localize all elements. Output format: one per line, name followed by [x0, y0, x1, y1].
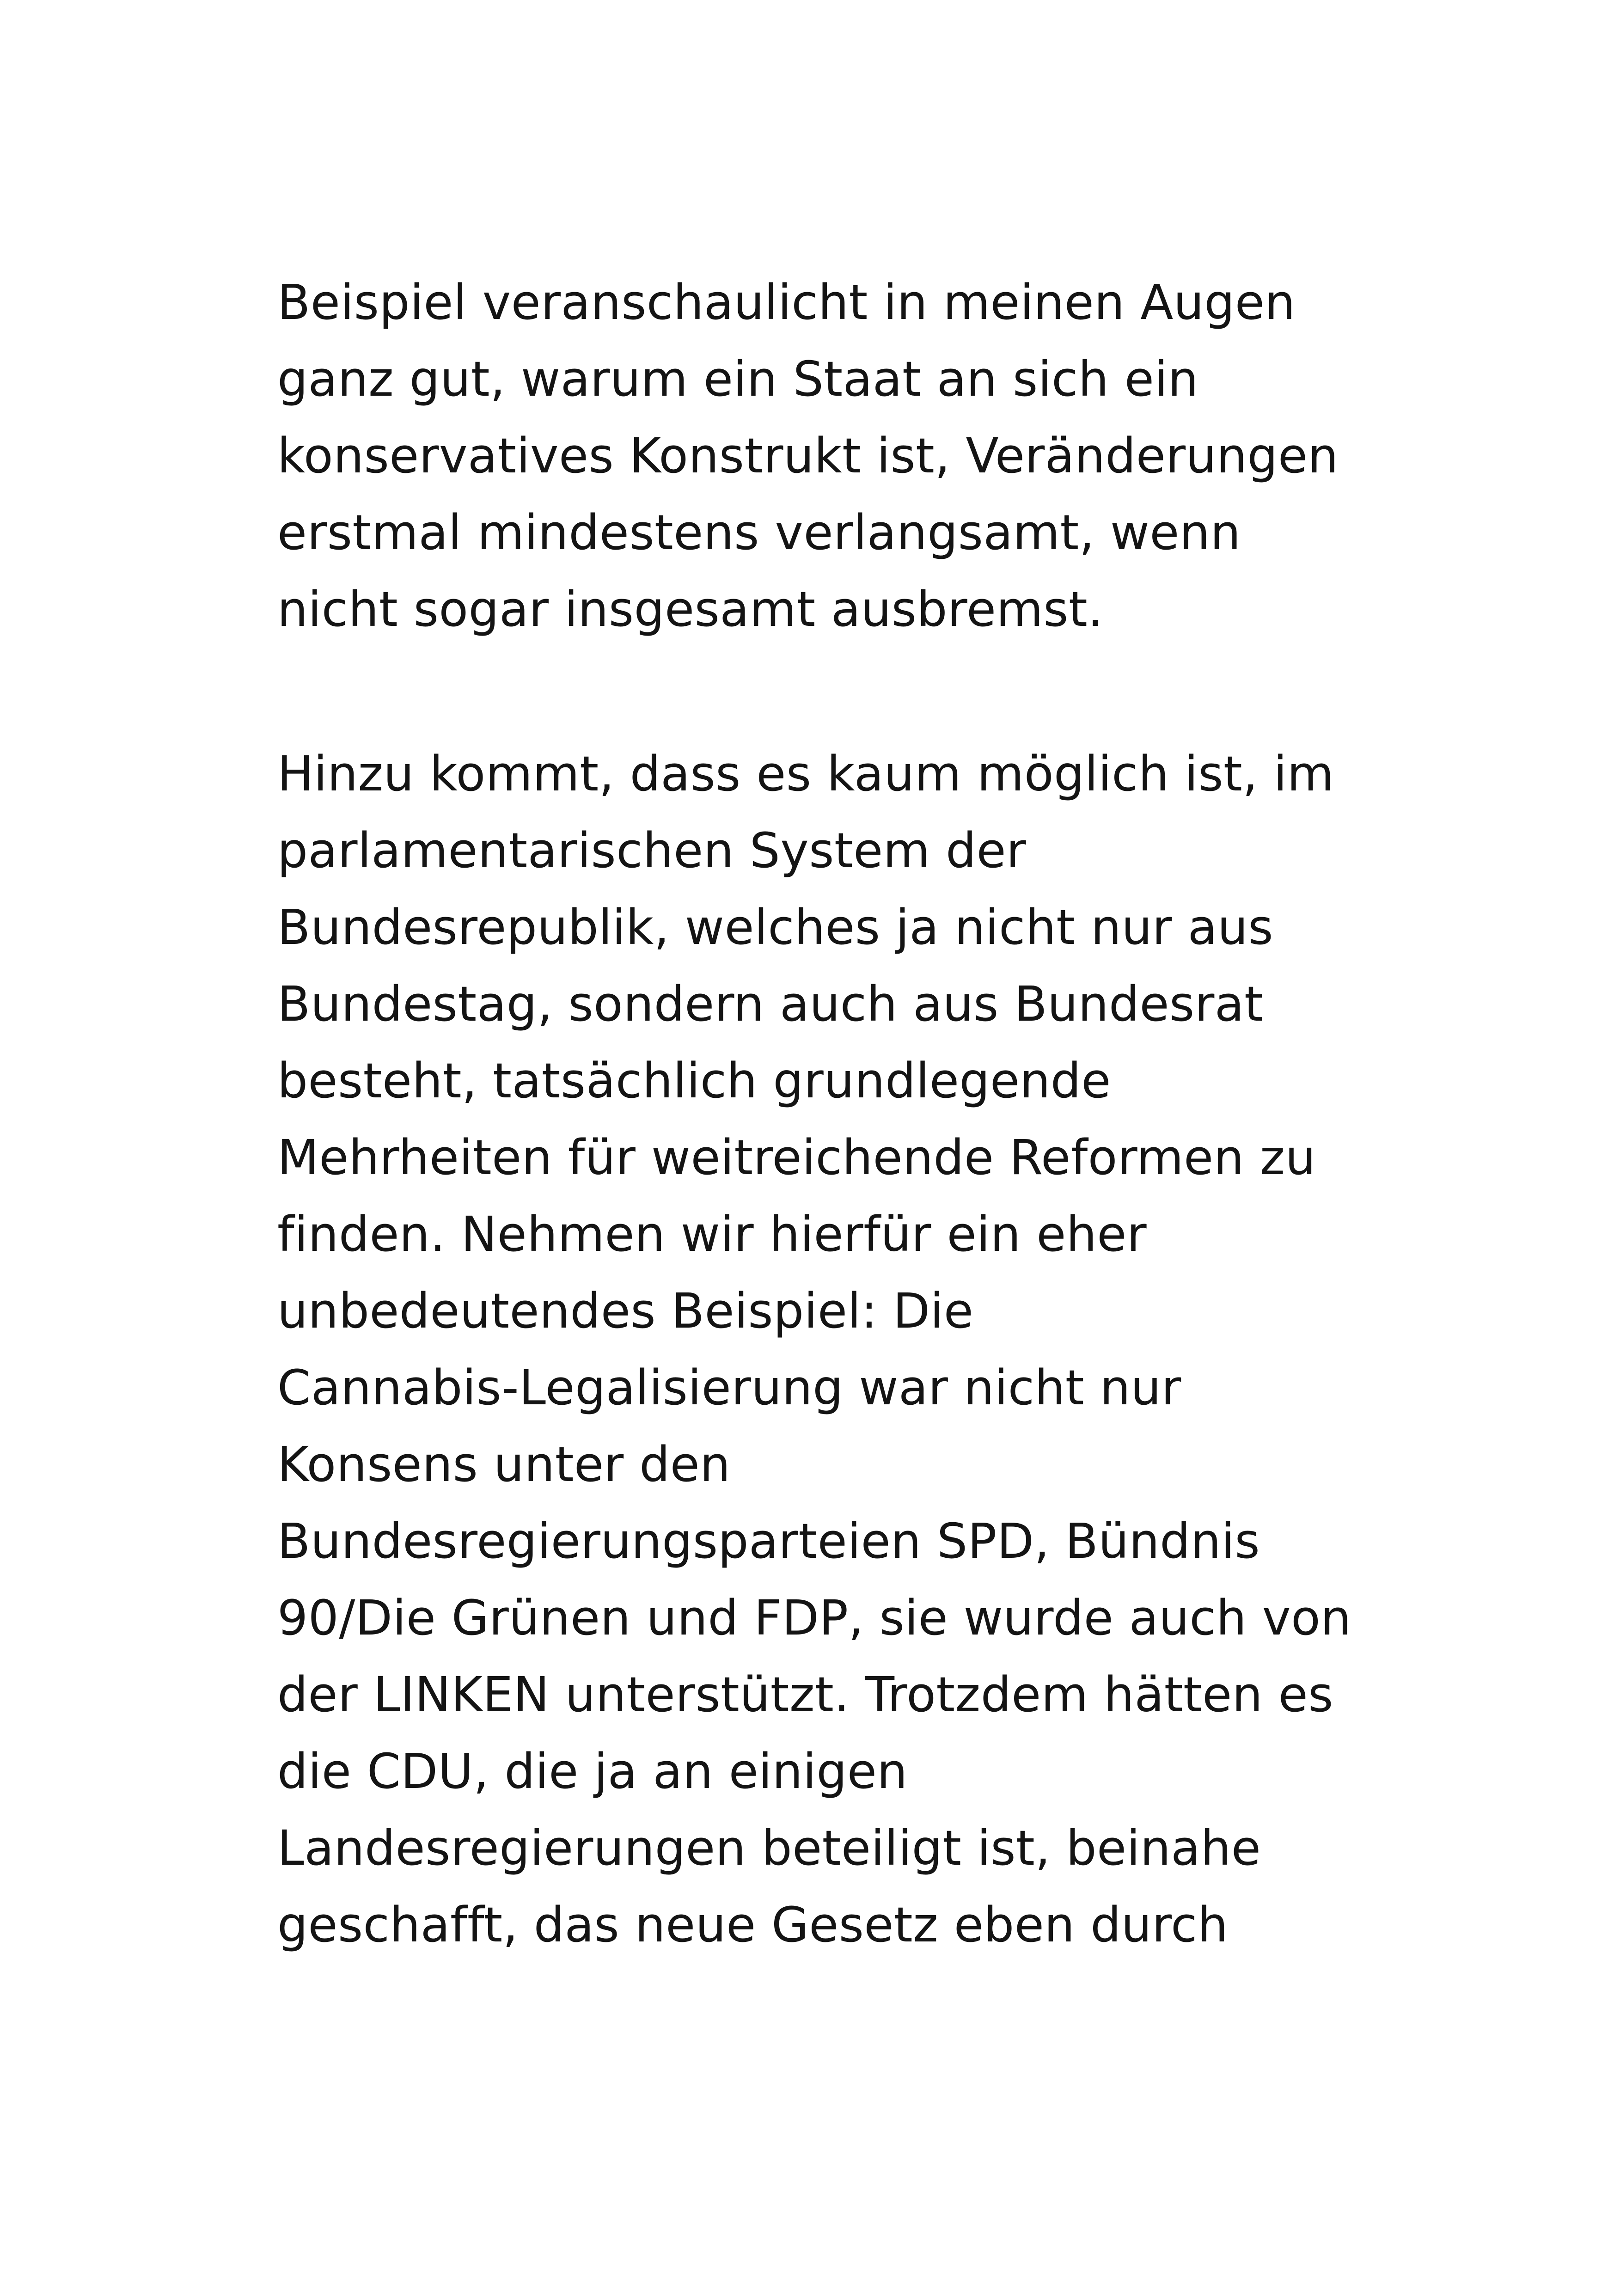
text-line: erstmal mindestens verlangsamt, wenn [277, 504, 1241, 561]
text-line: ganz gut, warum ein Staat an sich ein [277, 351, 1199, 407]
text-line: besteht, tatsächlich grundlegende [277, 1053, 1111, 1109]
text-line: Bundestag, sondern auch aus Bundesrat [277, 976, 1264, 1032]
text-line: Cannabis-Legalisierung war nicht nur [277, 1359, 1181, 1416]
paragraph [277, 735, 1387, 1963]
text-line: Beispiel veranschaulicht in meinen Augen [277, 274, 1296, 331]
text-line: Konsens unter den [277, 1436, 731, 1493]
text-line: parlamentarischen System der [277, 822, 1027, 879]
text-line: Bundesrepublik, welches ja nicht nur aus [277, 899, 1274, 955]
text-line: konservatives Konstrukt ist, Veränderungen [277, 428, 1339, 484]
text-line: Mehrheiten für weitreichende Reformen zu [277, 1129, 1316, 1186]
text-line: Landesregierungen beteiligt ist, beinahe [277, 1820, 1261, 1876]
text-line: 90/Die Grünen und FDP, sie wurde auch von [277, 1590, 1351, 1646]
text-line: die CDU, die ja an einigen [277, 1743, 908, 1800]
text-line: Bundesregierungsparteien SPD, Bündnis [277, 1513, 1260, 1569]
text-line: Hinzu kommt, dass es kaum möglich ist, im [277, 746, 1334, 802]
text-line: der LINKEN unterstützt. Trotzdem hätten es [277, 1666, 1333, 1723]
text-line: unbedeutendes Beispiel: Die [277, 1283, 974, 1339]
text-line: finden. Nehmen wir hierfür ein eher [277, 1206, 1147, 1262]
text-line: geschafft, das neue Gesetz eben durch [277, 1897, 1229, 1953]
paragraph [277, 264, 1387, 648]
text-line: nicht sogar insgesamt ausbremst. [277, 581, 1103, 637]
